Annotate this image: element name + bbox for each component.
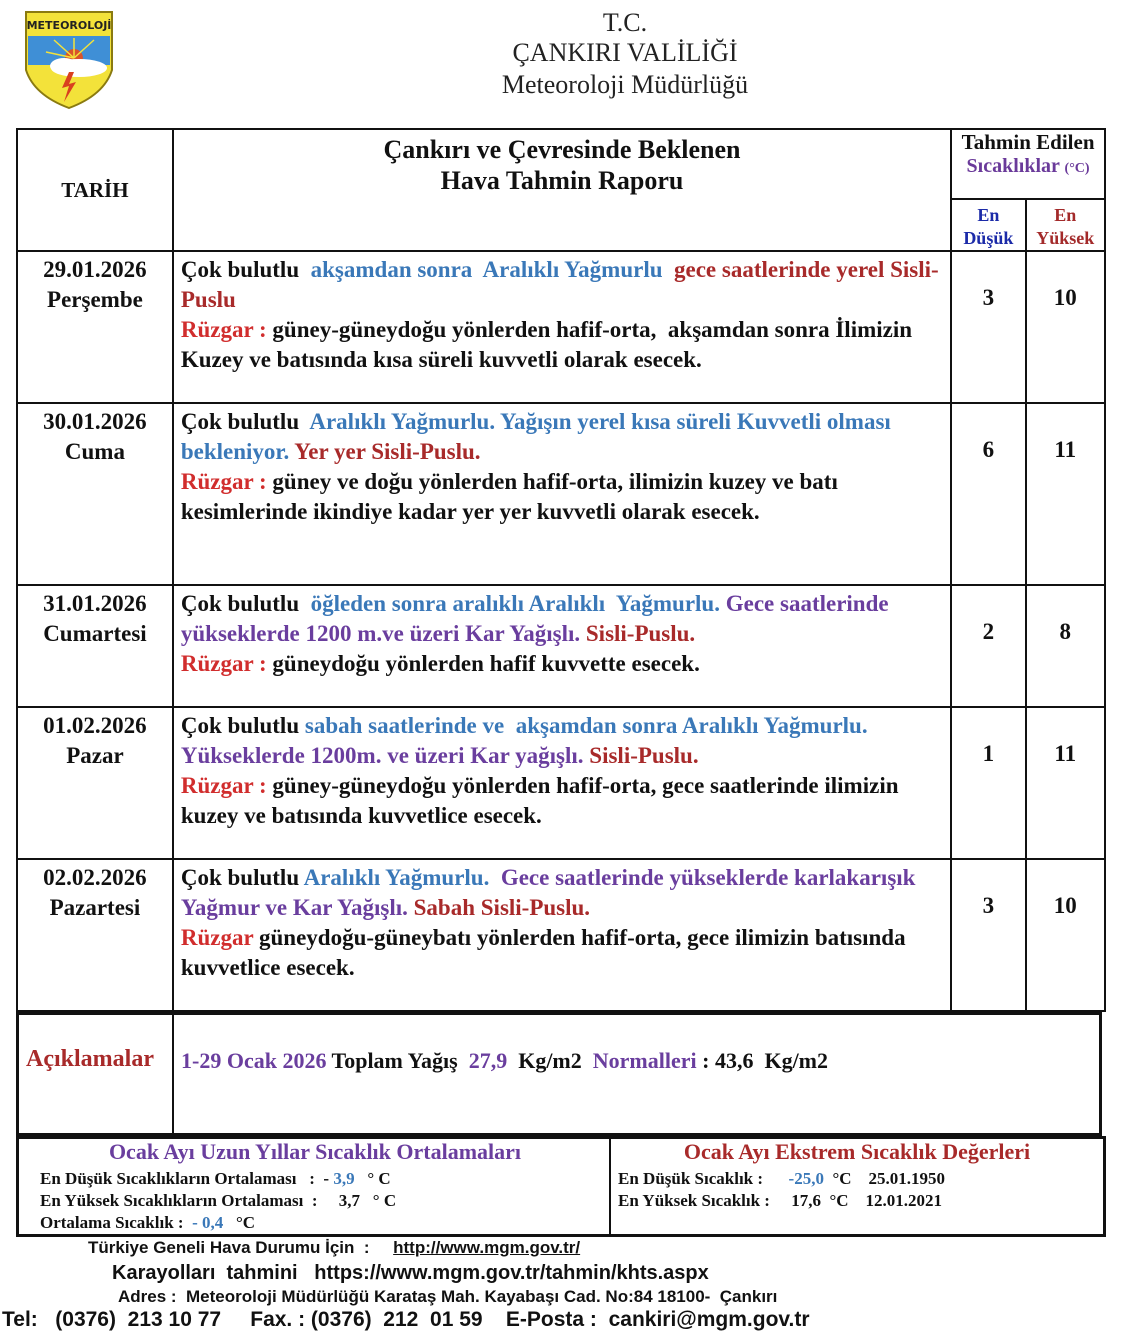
precip-total-value: 27,9 [468,1048,508,1073]
forecast-description [173,403,951,585]
forecast-day: Cuma [64,439,125,464]
footer-general-label: Türkiye Geneli Hava Durumu İçin : [88,1238,394,1257]
extreme-min-value: -25,0 [788,1169,824,1188]
long-term-min-value: 3,9 [333,1169,355,1188]
footer-highway-forecast: Karayolları tahmini https://www.mgm.gov.tr/tahmin/khts.aspx [112,1262,709,1284]
report-title [173,129,951,251]
precip-period: 1-29 Ocak 2026 [181,1048,327,1073]
weather-condition [181,255,944,315]
forecast-date-cell [17,403,173,585]
footer-general-weather [88,1238,580,1258]
high-temperature: 10 [1026,859,1105,1011]
wind-label: Rüzgar : [180,469,267,494]
footer-contact: Tel: (0376) 213 10 77 Fax. : (0376) 212 01 59 E-Posta : cankiri@mgm.gov.tr [2,1308,810,1331]
long-term-max: En Yüksek Sıcaklıkların Ortalaması : 3,7 ° C [40,1191,397,1210]
wind-label: Rüzgar : [180,651,267,676]
temperature-header [951,129,1105,199]
condition-segment: Sisli-Puslu. [589,743,699,768]
condition-segment: Çok bulutlu [180,409,310,434]
weather-condition [181,589,944,649]
forecast-row [17,859,1105,1011]
forecast-date: 30.01.2026 [43,409,147,434]
report-title-line2: Hava Tahmin Raporu [440,166,684,195]
wind-label: Rüzgar : [180,773,267,798]
high-temperature: 11 [1026,403,1105,585]
forecast-date: 31.01.2026 [43,591,147,616]
forecast-day: Perşembe [47,287,143,312]
header-tc: T.C. [602,8,648,37]
temperature-header-title: Tahmin Edilen [961,130,1095,154]
high-temp-header [1026,199,1105,251]
long-term-title: Ocak Ayı Uzun Yıllar Sıcaklık Ortalamaları [108,1139,522,1164]
extreme-min-rest: °C 25.01.1950 [823,1169,946,1188]
precip-normal-label: Normalleri [592,1048,697,1073]
condition-segment: Sisli-Puslu. [585,621,696,646]
long-term-avg-label: Ortalama Sıcaklık : [40,1213,193,1232]
weather-condition [181,711,944,771]
condition-segment: Aralıklı Yağmurlu. Yağışın yerel kısa süreli Kuvvetli olması bekleniyor. [180,409,897,464]
forecast-day: Cumartesi [43,621,147,646]
explanation-text [181,1048,828,1074]
forecast-description [173,585,951,707]
svg-text:METEOROLOJİ: METEOROLOJİ [26,19,112,32]
condition-segment: Yer yer Sisli-Puslu. [294,439,481,464]
condition-segment: öğleden sonra aralıklı Aralıklı Yağmurlu. [310,591,726,616]
long-term-min-label: En Düşük Sıcaklıkların Ortalaması : - [40,1169,334,1188]
low-temperature: 2 [951,585,1025,707]
low-temperature: 1 [951,707,1025,859]
forecast-description [173,707,951,859]
extremes-title: Ocak Ayı Ekstrem Sıcaklık Değerleri [683,1139,1031,1164]
report-title-line1: Çankırı ve Çevresinde Beklenen [383,135,741,164]
condition-segment: Çok bulutlu [180,591,311,616]
condition-segment: gece saatlerinde yerel Sisli-Puslu [180,257,939,312]
long-term-min [40,1169,391,1189]
wind-forecast [181,649,944,679]
high-header-line1: En [1054,205,1077,225]
high-header-line2: Yüksek [1036,228,1095,248]
explanation-divider [172,1012,174,1136]
forecast-description [173,251,951,403]
wind-text: güneydoğu-güneybatı yönlerden hafif-orta, gece ilimizin batısında kuvvetlice esecek. [180,925,912,980]
weather-condition [181,407,944,467]
wind-forecast [181,923,944,983]
header-governorship: ÇANKIRI VALİLİĞİ [512,38,738,67]
footer-address: Adres : Meteoroloji Müdürlüğü Karataş Mah. Kayabaşı Cad. No:84 18100- Çankırı [118,1287,778,1306]
condition-segment: Aralıklı Yağmurlu. [303,865,501,890]
low-header-line2: Düşük [963,228,1014,248]
forecast-row [17,707,1105,859]
precip-total-label: Toplam Yağış [326,1048,469,1073]
condition-segment: Çok bulutlu [180,257,311,282]
wind-forecast [181,467,944,527]
wind-text: güneydoğu yönlerden hafif kuvvette esecek. [266,651,700,676]
long-term-min-unit: ° C [354,1169,391,1188]
forecast-date-cell [17,585,173,707]
low-temperature: 6 [951,403,1025,585]
date-column-header: TARİH [17,129,173,251]
low-temperature: 3 [951,859,1025,1011]
explanation-box [16,1012,1102,1136]
high-temperature: 8 [1026,585,1105,707]
weather-condition [181,863,944,923]
forecast-date: 29.01.2026 [43,257,147,282]
condition-segment: Gece saatlerinde yükseklerde 1200 m.ve üzeri Kar Yağışlı. [180,591,895,646]
explanation-label: Açıklamalar [26,1046,154,1072]
forecast-date-cell [17,859,173,1011]
precip-unit: Kg/m2 [507,1048,593,1073]
wind-forecast [181,315,944,375]
forecast-date: 01.02.2026 [43,713,147,738]
long-term-avg-unit: °C [223,1213,256,1232]
condition-segment: akşamdan sonra Aralıklı Yağmurlu [310,257,675,282]
precip-normal-value: : 43,6 Kg/m2 [696,1048,829,1073]
forecast-day: Pazar [66,743,124,768]
wind-text: güney-güneydoğu yönlerden hafif-orta, akşamdan sonra İlimizin Kuzey ve batısında kısa süreli kuvvetli olarak esecek. [180,317,918,372]
table-header-row [17,129,1105,199]
forecast-date-cell [17,251,173,403]
extreme-min-label: En Düşük Sıcaklık : [618,1169,789,1188]
wind-text: güney-güneydoğu yönlerden hafif-orta, gece saatlerinde ilimizin kuzey ve batısında kuvvetlice esecek. [180,773,905,828]
forecast-date: 02.02.2026 [43,865,147,890]
long-term-avg [40,1213,255,1233]
meteoroloji-logo-icon [24,10,114,110]
wind-label: Rüzgar [180,925,254,950]
low-header-line1: En [977,205,1000,225]
mgm-link[interactable]: http://www.mgm.gov.tr/ [393,1238,581,1257]
forecast-date-cell [17,707,173,859]
high-temperature: 11 [1026,707,1105,859]
temperature-header-sub [952,154,1104,181]
condition-segment: Yükseklerde 1200m. ve üzeri Kar yağışlı. [180,743,590,768]
forecast-row [17,585,1105,707]
wind-forecast [181,771,944,831]
forecast-description [173,859,951,1011]
high-temperature: 10 [1026,251,1105,403]
header-directorate: Meteoroloji Müdürlüğü [501,70,749,99]
condition-segment: Gece saatlerinde yükseklerde karlakarışık Yağmur ve Kar Yağışlı. [180,865,921,920]
forecast-row [17,251,1105,403]
condition-segment: Çok bulutlu [180,865,304,890]
wind-label: Rüzgar : [180,317,267,342]
extreme-min [618,1169,945,1189]
temperature-unit: (°C) [1064,161,1090,176]
long-term-avg-value: - 0,4 [192,1213,224,1232]
temperature-sub-label: Sıcaklıklar [966,155,1060,177]
forecast-row [17,403,1105,585]
condition-segment: Sabah Sisli-Puslu. [413,895,591,920]
extreme-max: En Yüksek Sıcaklık : 17,6 °C 12.01.2021 [618,1191,943,1210]
condition-segment: Çok bulutlu [180,713,305,738]
low-temp-header [951,199,1025,251]
forecast-day: Pazartesi [49,895,141,920]
condition-segment: sabah saatlerinde ve akşamdan sonra Aralıklı Yağmurlu. [304,713,873,738]
wind-text: güney ve doğu yönlerden hafif-orta, ilimizin kuzey ve batı kesimlerinde ikindiye kadar yer yer kuvvetli olarak esecek. [180,469,844,524]
forecast-table [16,128,1106,1012]
low-temperature: 3 [951,251,1025,403]
